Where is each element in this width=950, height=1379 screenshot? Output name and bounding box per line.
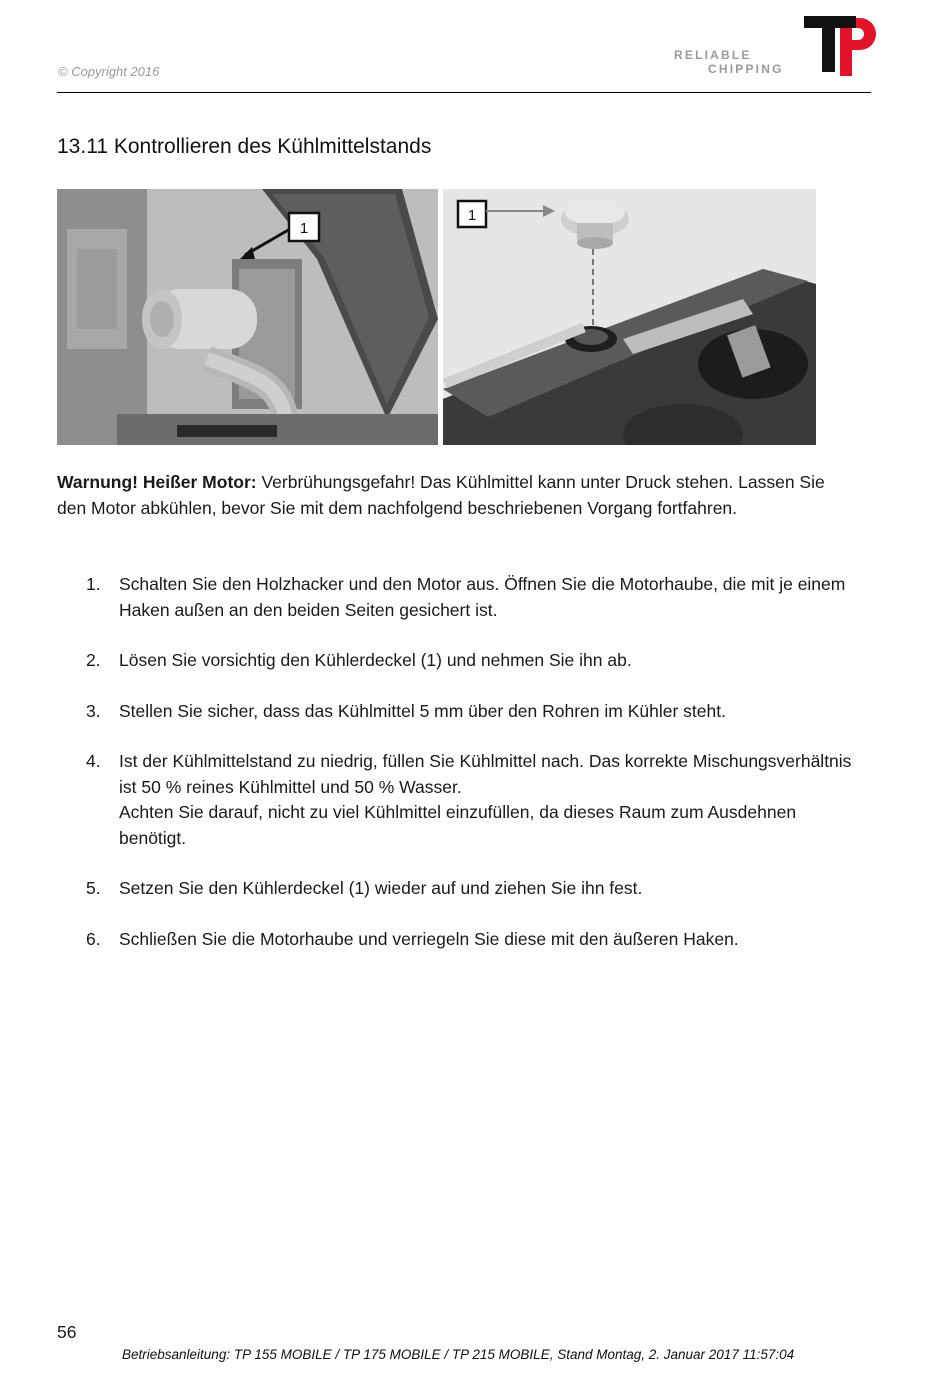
step-number: 3. — [86, 700, 101, 721]
engine-compartment-image — [57, 189, 438, 445]
step-text-note: Achten Sie darauf, nicht zu viel Kühlmittel einzufüllen, da dieses Raum zum Ausdehnen benötigt. — [119, 802, 797, 848]
step-text: Schließen Sie die Motorhaube und verriegeln Sie diese mit den äußeren Haken. — [119, 928, 739, 949]
step-text: Schalten Sie den Holzhacker und den Motor aus. Öffnen Sie die Motorhaube, die mit je einem Haken außen an den beiden Seiten gesichert ist. — [119, 574, 846, 620]
page-number: 56 — [57, 1322, 77, 1342]
tagline-line-2: CHIPPING — [708, 62, 784, 76]
step-item — [57, 699, 867, 725]
step-item — [57, 648, 867, 674]
header-divider — [57, 92, 871, 93]
footer-text: Betriebsanleitung: TP 155 MOBILE / TP 175 MOBILE / TP 215 MOBILE, Stand Montag, 2. Januar 2017 11:57:04 — [122, 1347, 795, 1362]
right-callout-label: 1 — [467, 207, 477, 224]
tp-logo — [800, 14, 880, 78]
step-text: Setzen Sie den Kühlerdeckel (1) wieder auf und ziehen Sie ihn fest. — [119, 878, 643, 898]
step-text: Stellen Sie sicher, dass das Kühlmittel 5 mm über den Rohren im Kühler steht. — [119, 700, 726, 721]
hot-engine-warning — [57, 470, 857, 521]
step-item — [57, 749, 867, 851]
tagline-line-1: RELIABLE — [674, 48, 752, 62]
section-title: 13.11 Kontrollieren des Kühlmittelstands — [57, 135, 432, 158]
warning-label: Warnung! Heißer Motor: — [57, 472, 257, 492]
step-number: 6. — [86, 928, 101, 949]
left-callout-label: 1 — [299, 220, 309, 237]
step-number: 5. — [86, 878, 101, 898]
warning-text: Verbrühungsgefahr! Das Kühlmittel kann unter Druck stehen. Lassen Sie den Motor abkühlen, bevor Sie mit dem nachfolgend beschriebenen Vorgang fortfahren. — [57, 472, 825, 518]
radiator-cap-image — [443, 189, 816, 445]
procedure-steps — [57, 572, 867, 977]
step-number: 2. — [86, 650, 101, 670]
brand-tagline — [674, 48, 784, 76]
step-item — [57, 876, 867, 902]
step-item — [57, 572, 867, 623]
copyright-notice: © Copyright 2016 — [58, 64, 160, 79]
step-item — [57, 927, 867, 953]
step-text: Ist der Kühlmittelstand zu niedrig, füllen Sie Kühlmittel nach. Das korrekte Mischungsverhältnis ist 50 % reines Kühlmittel und 50 % Wasser. — [119, 751, 852, 797]
step-text: Lösen Sie vorsichtig den Kühlerdeckel (1) und nehmen Sie ihn ab. — [119, 650, 632, 670]
step-number: 1. — [86, 574, 101, 594]
step-number: 4. — [86, 751, 101, 771]
